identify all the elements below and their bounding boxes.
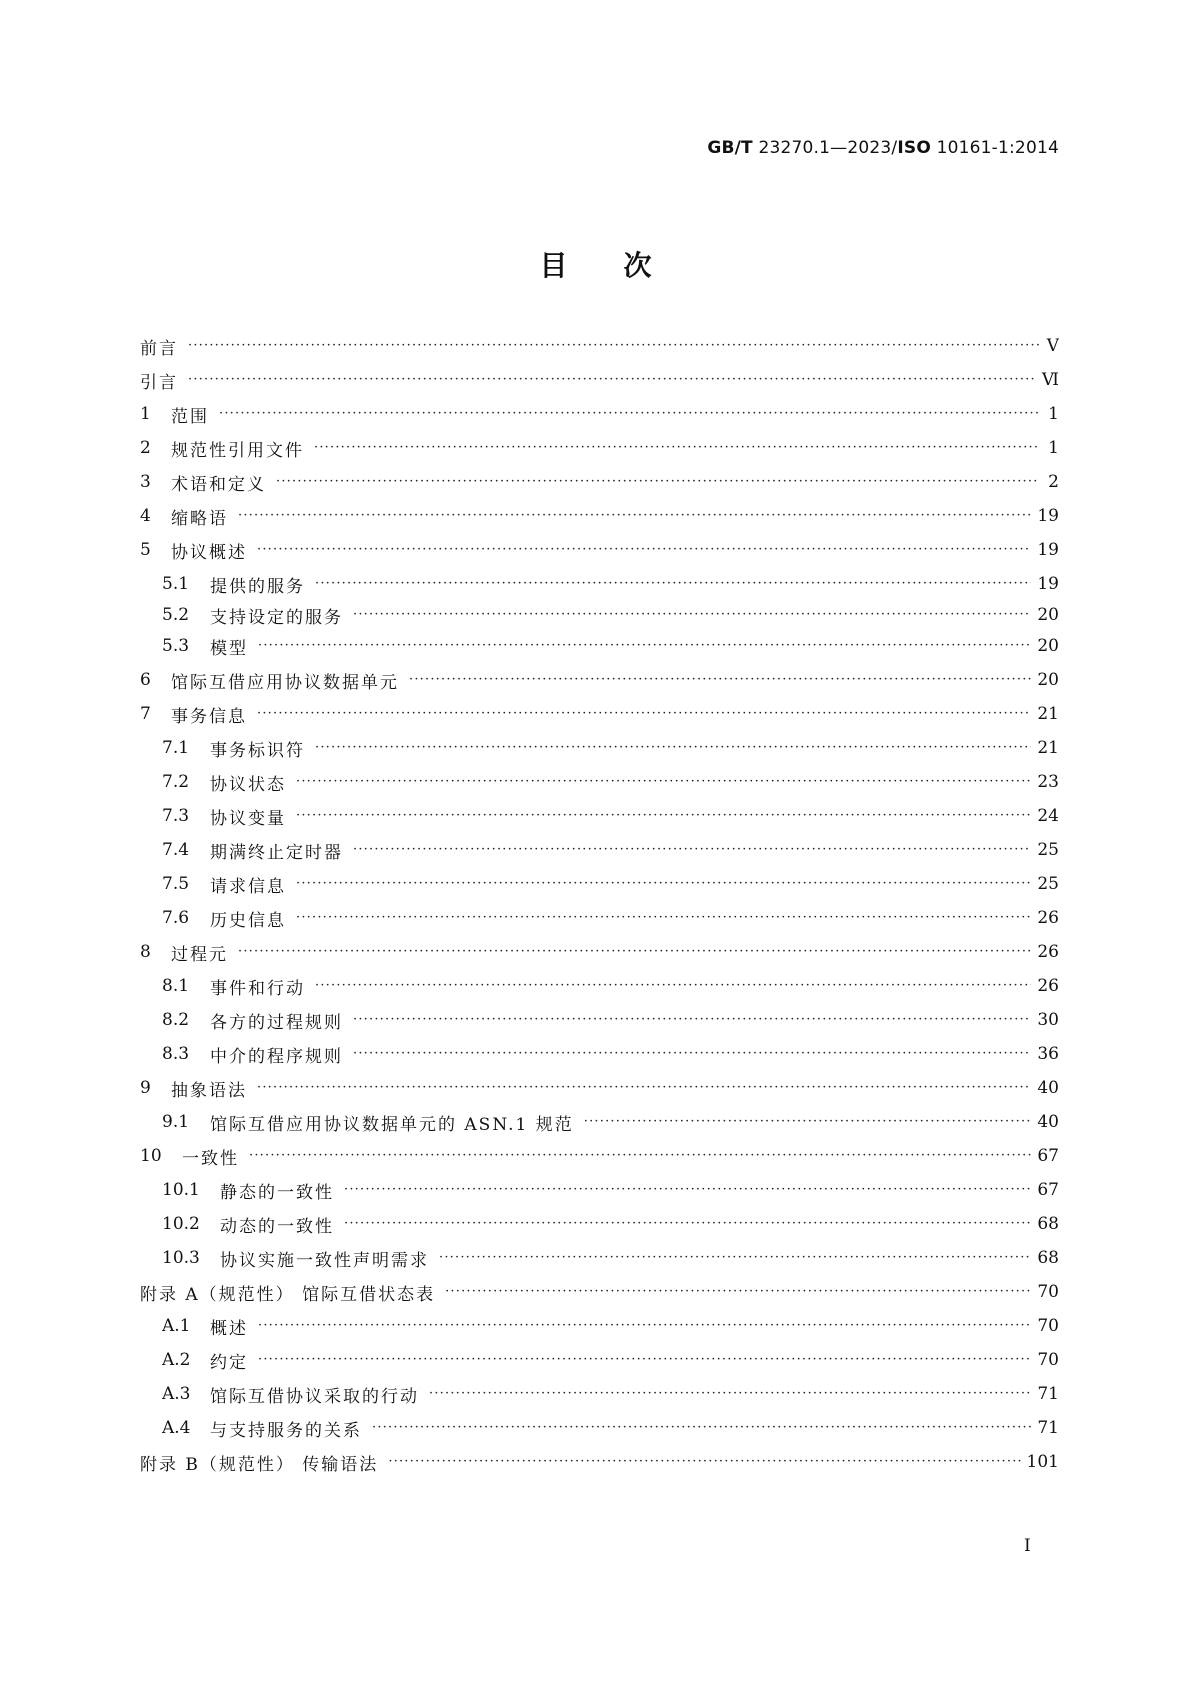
leader-dots [584, 1109, 1032, 1135]
leader-dots [353, 1007, 1031, 1033]
toc-entry[interactable]: 前言 ····· Ⅴ [140, 333, 1059, 359]
toc-entry[interactable]: 8 过程元 ····· 26 [140, 939, 1059, 965]
leader-dots [219, 401, 1039, 427]
toc-subentry[interactable]: 7.3 协议变量 ····· 24 [162, 803, 1059, 829]
toc-entry[interactable]: 9 抽象语法 ····· 40 [140, 1075, 1059, 1101]
leader-dots [238, 939, 1031, 965]
leader-dots [238, 503, 1031, 529]
toc-title: 目次 [539, 249, 708, 282]
toc-subentry[interactable]: 8.2 各方的过程规则 ····· 30 [162, 1007, 1059, 1033]
toc-subentry[interactable]: 10.3 协议实施一致性声明需求 ····· 68 [162, 1245, 1059, 1271]
toc-subentry[interactable]: 7.6 历史信息 ····· 26 [162, 905, 1059, 931]
leader-dots [344, 1211, 1031, 1237]
toc-entry[interactable]: 6 馆际互借应用协议数据单元 ····· 20 [140, 667, 1059, 693]
leader-dots [439, 1245, 1031, 1271]
toc-subentry[interactable]: 7.4 期满终止定时器 ····· 25 [162, 837, 1059, 863]
toc-subentry[interactable]: 8.3 中介的程序规则 ····· 36 [162, 1041, 1059, 1067]
toc-entry[interactable]: 引言 ····· Ⅵ [140, 367, 1059, 393]
leader-dots [388, 1449, 1020, 1475]
toc-subentry[interactable]: 8.1 事件和行动 ····· 26 [162, 973, 1059, 999]
leader-dots [296, 769, 1031, 795]
leader-dots [315, 571, 1031, 597]
leader-dots [249, 1143, 1031, 1169]
toc-subentry[interactable]: 10.2 动态的一致性 ····· 68 [162, 1211, 1059, 1237]
leader-dots [276, 469, 1039, 495]
leader-dots [315, 973, 1031, 999]
leader-dots [344, 1177, 1031, 1203]
toc-entry[interactable]: 4 缩略语 ····· 19 [140, 503, 1059, 529]
toc-entry[interactable]: 10 一致性 ····· 67 [140, 1143, 1059, 1169]
toc-entry[interactable]: 2 规范性引用文件 ····· 1 [140, 435, 1059, 461]
toc-subentry[interactable]: 5.3 模型 ····· 20 [162, 633, 1059, 659]
leader-dots [257, 537, 1031, 563]
leader-dots [188, 333, 1039, 359]
toc-subentry[interactable]: A.3 馆际互借协议采取的行动 ····· 71 [162, 1381, 1059, 1407]
leader-dots [315, 735, 1031, 761]
toc-subentry[interactable]: 7.2 协议状态 ····· 23 [162, 769, 1059, 795]
toc-subentry[interactable]: 5.2 支持设定的服务 ····· 20 [162, 602, 1059, 628]
toc-entry[interactable]: 1 范围 ····· 1 [140, 401, 1059, 427]
toc-subentry[interactable]: A.2 约定 ····· 70 [162, 1347, 1059, 1373]
leader-dots [296, 905, 1031, 931]
toc-subentry[interactable]: 10.1 静态的一致性 ····· 67 [162, 1177, 1059, 1203]
toc-entry[interactable]: 附录 A（规范性） 馆际互借状态表 ····· 70 [140, 1279, 1059, 1305]
leader-dots [353, 1041, 1031, 1067]
page-number: Ⅰ [1024, 1536, 1031, 1556]
toc-entry[interactable]: 3 术语和定义 ····· 2 [140, 469, 1059, 495]
toc-entry[interactable]: 附录 B（规范性） 传输语法 ····· 101 [140, 1449, 1059, 1475]
leader-dots [258, 633, 1031, 659]
leader-dots [429, 1381, 1031, 1407]
leader-dots [445, 1279, 1031, 1305]
toc-subentry[interactable]: 7.5 请求信息 ····· 25 [162, 871, 1059, 897]
leader-dots [353, 602, 1031, 628]
toc-subentry[interactable]: A.1 概述 ····· 70 [162, 1313, 1059, 1339]
leader-dots [257, 1075, 1031, 1101]
toc-entry[interactable]: 5 协议概述 ····· 19 [140, 537, 1059, 563]
toc-subentry[interactable]: A.4 与支持服务的关系 ····· 71 [162, 1415, 1059, 1441]
toc-subentry[interactable]: 5.1 提供的服务 ····· 19 [162, 571, 1059, 597]
standard-code: GB/T 23270.1—2023/ISO 10161-1:2014 [707, 138, 1059, 158]
leader-dots [296, 871, 1031, 897]
leader-dots [409, 667, 1031, 693]
toc-subentry[interactable]: 9.1 馆际互借应用协议数据单元的 ASN.1 规范 ····· 40 [162, 1109, 1059, 1135]
leader-dots [353, 837, 1031, 863]
leader-dots [372, 1415, 1031, 1441]
leader-dots [257, 701, 1031, 727]
toc-entry[interactable]: 7 事务信息 ····· 21 [140, 701, 1059, 727]
leader-dots [314, 435, 1039, 461]
leader-dots [258, 1347, 1031, 1373]
leader-dots [258, 1313, 1031, 1339]
leader-dots [296, 803, 1031, 829]
toc-subentry[interactable]: 7.1 事务标识符 ····· 21 [162, 735, 1059, 761]
leader-dots [188, 367, 1036, 393]
